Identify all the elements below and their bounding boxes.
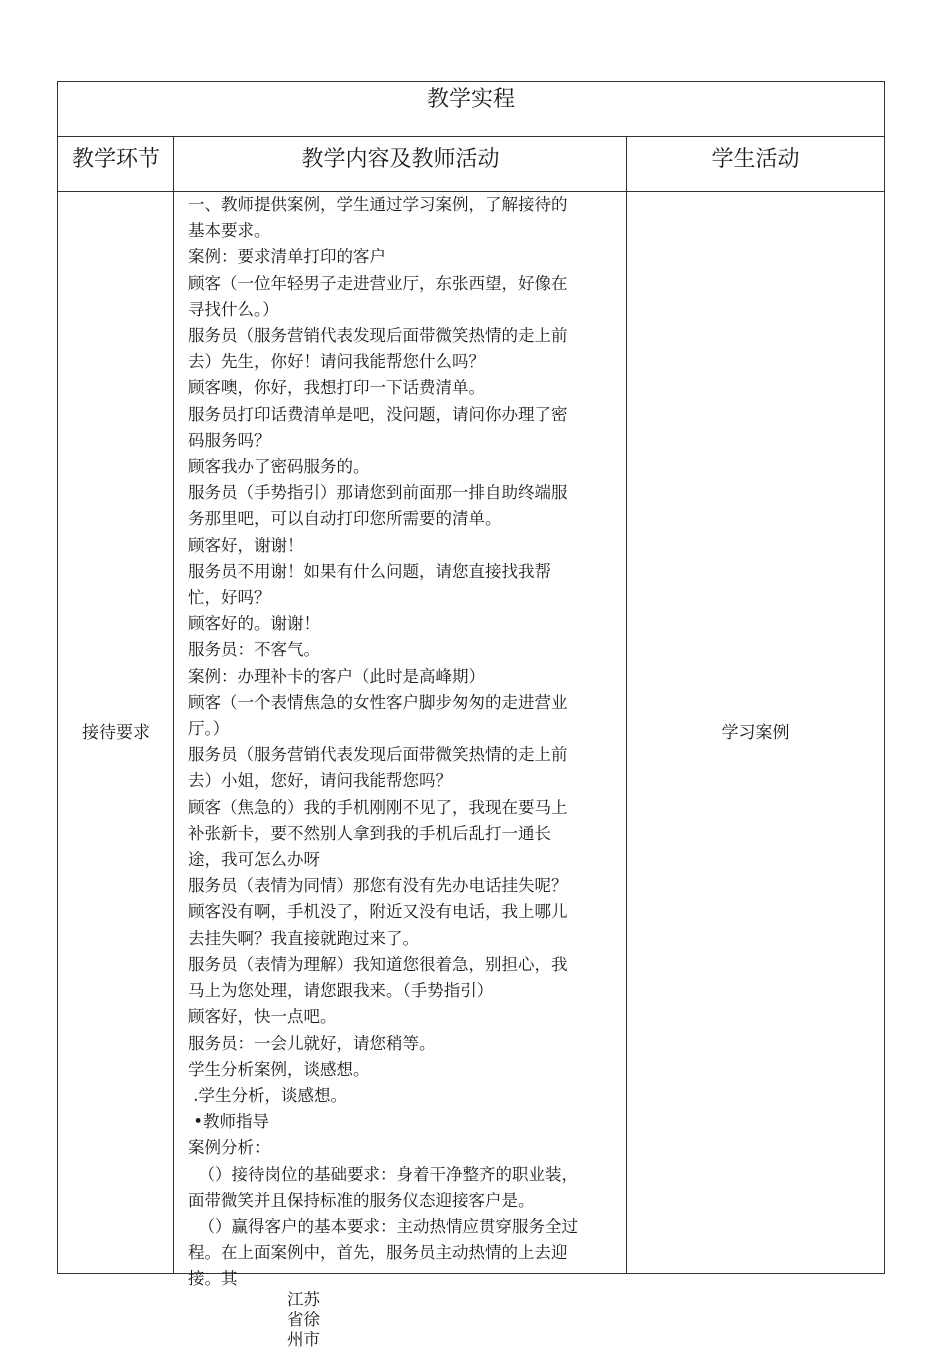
content-line: 学生分析案例，谈感想。 — [188, 1059, 370, 1079]
header-student: 学生活动 — [711, 147, 800, 172]
footer-line: 州市 — [287, 1330, 320, 1349]
content-line: 顾客（焦急的）我的手机刚刚不见了，我现在要马上 — [188, 797, 568, 817]
content-line: 补张新卡，要不然别人拿到我的手机后乱打一通长 — [188, 823, 551, 843]
content-line: 途，我可怎么办呀 — [188, 850, 320, 870]
content-line: 厅。） — [188, 719, 230, 739]
content-line: 服务员（手势指引）那请您到前面那一排自助终端服 — [188, 483, 568, 503]
content-line: 服务员打印话费清单是吧，没问题，请问你办理了密 — [188, 404, 568, 424]
content-line: 顾客好，谢谢！ — [188, 535, 304, 555]
header-content: 教学内容及教师活动 — [301, 147, 500, 172]
content-line: 务那里吧，可以自动打印您所需要的清单。 — [188, 509, 502, 529]
content-line: 程。在上面案例中，首先，服务员主动热情的上去迎 — [188, 1243, 568, 1263]
content-line: （）接待岗位的基础要求：身着干净整齐的职业装， — [188, 1164, 578, 1184]
content-line: 服务员（表情为理解）我知道您很着急，别担心，我 — [188, 954, 568, 974]
content-line: 顾客（一位年轻男子走进营业厅，东张西望，好像在 — [188, 273, 568, 293]
content-line: 基本要求。 — [188, 221, 271, 241]
content-line: 顾客好，快一点吧。 — [188, 1007, 337, 1027]
content-line: 顾客没有啊，手机没了，附近又没有电话，我上哪儿 — [188, 902, 568, 922]
footer-line: 省徐 — [287, 1310, 320, 1329]
content-line: 案例：办理补卡的客户（此时是高峰期） — [188, 666, 485, 686]
content-line: 忙，好吗？ — [188, 588, 271, 608]
content-line: 服务员：不客气。 — [188, 640, 320, 660]
content-line: 案例分析： — [188, 1138, 271, 1158]
content-line: 去）小姐，您好，请问我能帮您吗？ — [188, 771, 452, 791]
student-activity-cell: 学习案例 — [721, 723, 790, 743]
content-line: 服务员（表情为同情）那您有没有先办电话挂失呢？ — [188, 876, 568, 896]
content-line: 服务员（服务营销代表发现后面带微笑热情的走上前 — [188, 326, 568, 346]
footer-line: 江苏 — [287, 1290, 320, 1309]
footer-location-text — [287, 1290, 327, 1350]
content-line: 一、教师提供案例，学生通过学习案例，了解接待的 — [188, 195, 568, 214]
content-line: 去）先生，你好！请问我能帮您什么吗？ — [188, 352, 485, 372]
content-line: 顾客我办了密码服务的。 — [188, 457, 370, 477]
content-line: .学生分析，谈感想。 — [188, 1085, 347, 1105]
content-line: 服务员（服务营销代表发现后面带微笑热情的走上前 — [188, 745, 568, 765]
content-line: 去挂失啊？我直接就跑过来了。 — [188, 928, 419, 948]
content-cell — [188, 192, 618, 1293]
teaching-process-table — [57, 81, 885, 1289]
content-line: （）赢得客户的基本要求：主动热情应贯穿服务全过 — [188, 1216, 578, 1236]
content-line: 面带微笑并且保持标准的服务仪态迎接客户是。 — [188, 1190, 535, 1210]
table-row — [58, 191, 884, 1289]
content-line: 服务员不用谢！如果有什么问题，请您直接找我帮 — [188, 561, 551, 581]
content-line: 顾客（一个表情焦急的女性客户脚步匆匆的走进营业 — [188, 692, 568, 712]
content-line: 服务员：一会儿就好，请您稍等。 — [188, 1033, 436, 1053]
content-line: 马上为您处理，请您跟我来。（手势指引） — [188, 981, 494, 1001]
content-line: 顾客噢，你好，我想打印一下话费清单。 — [188, 378, 485, 398]
table-header-row — [58, 137, 884, 192]
content-line: 寻找什么。） — [188, 299, 279, 319]
content-line: •教师指导 — [188, 1112, 269, 1132]
content-line: 案例：要求清单打印的客户 — [188, 247, 386, 267]
header-stage: 教学环节 — [71, 147, 160, 172]
stage-cell: 接待要求 — [82, 723, 150, 743]
table-title: 教学实程 — [58, 82, 884, 137]
content-line: 顾客好的。谢谢！ — [188, 614, 320, 634]
content-line: 接。其 — [188, 1269, 238, 1289]
content-line: 码服务吗？ — [188, 430, 271, 450]
